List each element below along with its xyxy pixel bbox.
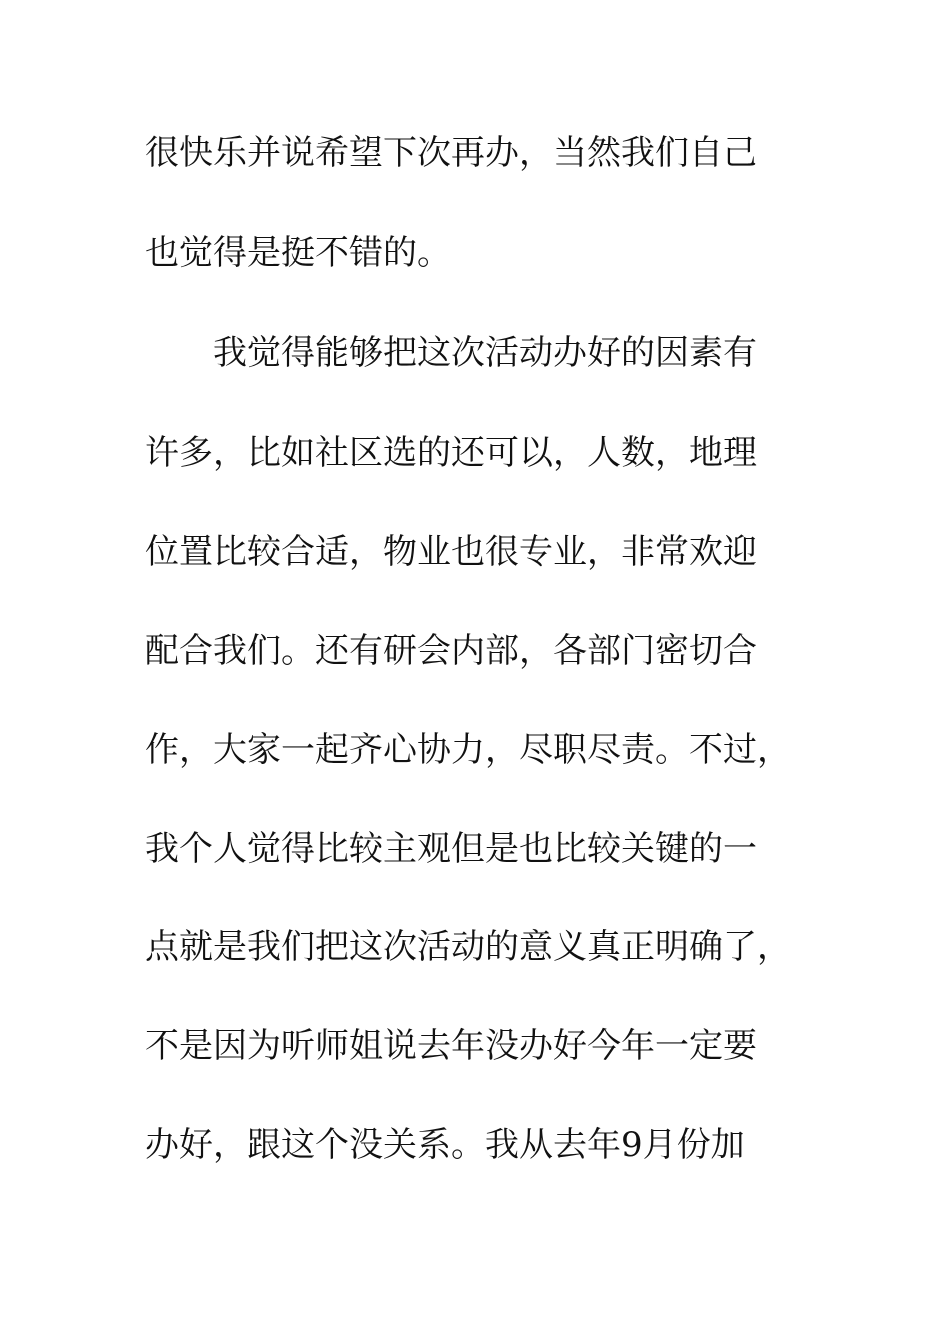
text-line: 作，大家一起齐心协力，尽职尽责。不过， bbox=[145, 730, 791, 770]
text-line: 也觉得是挺不错的。 bbox=[145, 233, 451, 273]
text-line: 不是因为听师姐说去年没办好今年一定要 bbox=[145, 1026, 757, 1066]
text-line: 办好，跟这个没关系。我从去年9月份加 bbox=[145, 1125, 745, 1165]
text-line: 许多，比如社区选的还可以，人数，地理 bbox=[145, 433, 757, 473]
text-line: 位置比较合适，物业也很专业，非常欢迎 bbox=[145, 532, 757, 572]
paragraph-first-line: 我觉得能够把这次活动办好的因素有 bbox=[213, 333, 757, 373]
text-line: 我个人觉得比较主观但是也比较关键的一 bbox=[145, 829, 757, 869]
text-line: 配合我们。还有研会内部，各部门密切合 bbox=[145, 631, 757, 671]
text-line: 点就是我们把这次活动的意义真正明确了， bbox=[145, 927, 791, 967]
text-line: 很快乐并说希望下次再办，当然我们自己 bbox=[145, 133, 757, 173]
